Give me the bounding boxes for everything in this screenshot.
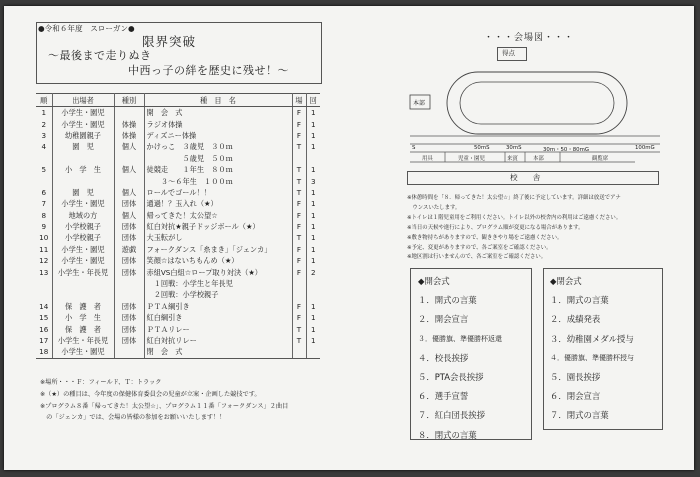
tent-label: 児童・園児 xyxy=(458,156,485,162)
col-place: 場 xyxy=(292,94,306,107)
cell-participants: 小学生・園児 xyxy=(52,346,114,358)
table-row xyxy=(36,232,320,243)
cell-participants: 小学生・園児 xyxy=(52,244,114,255)
cell-order xyxy=(36,278,52,289)
cell-place: T xyxy=(292,323,306,334)
cell-place: T xyxy=(292,187,306,198)
opening-ceremony xyxy=(418,272,502,445)
cell-type: 団体 xyxy=(114,198,144,209)
table-row xyxy=(36,175,320,186)
cell-participants xyxy=(52,153,114,164)
cell-participants: 小 学 生 xyxy=(52,312,114,323)
cell-rounds: 1 xyxy=(310,222,316,232)
cell-place xyxy=(292,346,306,358)
cell-rounds: 1 xyxy=(310,233,316,243)
map-note: ※予定、変更がありますので、各ご案室をご確認ください。 xyxy=(407,245,552,251)
cell-event: ロールでゴール！！ xyxy=(144,187,292,198)
opening-item: ６．選手宣誓 xyxy=(418,391,469,402)
cell-order: 4 xyxy=(36,141,52,152)
tent-label: 来賓 xyxy=(507,156,518,162)
cell-participants xyxy=(52,278,114,289)
distance-label: S xyxy=(412,145,416,151)
opening-item: ４．校長挨拶 xyxy=(418,352,469,363)
slogan-line1: ～最後まで走りぬき xyxy=(48,49,152,62)
cell-order xyxy=(36,175,52,186)
cell-order: 18 xyxy=(36,346,52,358)
cell-event: ディズニー体操 xyxy=(144,130,292,141)
slogan-line2: 中西っ子の絆を歴史に残せ！～ xyxy=(128,64,289,77)
distance-label: 100mG xyxy=(635,145,655,151)
cell-rounds: 1 xyxy=(310,119,316,129)
table-row xyxy=(36,107,320,119)
cell-event: 赤組VS白組☆ロープ取り対決（★） xyxy=(144,266,292,277)
opening-item: ８．閉式の言葉 xyxy=(418,429,477,440)
cell-participants: 小学校親子 xyxy=(52,232,114,243)
closing-title: ◆閉会式 xyxy=(550,276,582,286)
table-row xyxy=(36,335,320,346)
cell-rounds: 3 xyxy=(310,176,316,186)
cell-order: 16 xyxy=(36,323,52,334)
cell-type: 遊戯 xyxy=(114,244,144,255)
cell-order: 11 xyxy=(36,244,52,255)
cell-participants: 小学生・園児 xyxy=(52,118,114,129)
table-row xyxy=(36,289,320,300)
distance-label: 30m・50・80mG xyxy=(543,147,590,153)
cell-rounds: 1 xyxy=(310,256,316,266)
cell-order: 12 xyxy=(36,255,52,266)
cell-order: 13 xyxy=(36,266,52,277)
cell-event: 通過！？玉入れ（★） xyxy=(144,198,292,209)
opening-item: ５．PTA会長挨拶 xyxy=(418,371,484,382)
cell-place: F xyxy=(292,244,306,255)
table-row xyxy=(36,141,320,152)
col-rounds: 回 xyxy=(306,94,320,107)
cell-event: かけっこ ３歳児 ３０ｍ xyxy=(144,141,292,152)
cell-participants: 保 護 者 xyxy=(52,323,114,334)
tent-label: 用具 xyxy=(422,156,433,162)
cell-place: T xyxy=(292,232,306,243)
opening-item: １．開式の言葉 xyxy=(418,295,477,306)
cell-order: 3 xyxy=(36,130,52,141)
map-note: ※当日の天候や進行により、プログラム順が変更になる場合があります。 xyxy=(407,225,584,231)
cell-event: 笑顔☆はないちもんめ（★） xyxy=(144,255,292,266)
slogan-title: 限界突破 xyxy=(142,34,197,49)
cell-type xyxy=(114,289,144,300)
slogan-label: ●令和６年度 スローガン● xyxy=(38,24,135,33)
cell-type: 個人 xyxy=(114,187,144,198)
cell-event: １回戦：小学生と年長児 xyxy=(144,278,292,289)
table-row xyxy=(36,346,320,358)
cell-event: 徒競走 １年生 ８０ｍ xyxy=(144,164,292,175)
cell-type: 団体 xyxy=(114,312,144,323)
cell-participants: 小学生・年長児 xyxy=(52,266,114,277)
table-row xyxy=(36,164,320,175)
note-line: ※（★）の種目は、今年度の保健体育委員会の児童が立案・企画した競技です。 xyxy=(40,391,261,398)
cell-event: ラジオ体操 xyxy=(144,118,292,129)
distance-label: 50mS xyxy=(474,145,490,151)
table-row xyxy=(36,198,320,209)
cell-type: 団体 xyxy=(114,232,144,243)
cell-place: F xyxy=(292,301,306,312)
cell-order: 17 xyxy=(36,335,52,346)
map-note: ※休憩時間を「８．帰ってきた！太公望☆」終了後に予定しています。詳細は放送でアナ xyxy=(407,195,621,201)
cell-type: 団体 xyxy=(114,335,144,346)
cell-place: F xyxy=(292,210,306,221)
opening-item: ２．開会宣言 xyxy=(418,314,469,325)
cell-rounds xyxy=(306,289,320,300)
table-row xyxy=(36,301,320,312)
cell-order: 8 xyxy=(36,210,52,221)
cell-order: 6 xyxy=(36,187,52,198)
cell-place: F xyxy=(292,266,306,277)
cell-participants: 園 児 xyxy=(52,187,114,198)
col-participants: 出場者 xyxy=(52,94,114,107)
closing-item: １．開式の言葉 xyxy=(550,295,609,306)
cell-rounds: 1 xyxy=(310,301,316,311)
cell-place: T xyxy=(292,141,306,152)
score-board-label: 得点 xyxy=(502,49,515,57)
cell-place: T xyxy=(292,175,306,186)
school-building: 校 舎 xyxy=(510,173,541,182)
cell-participants: 地域の方 xyxy=(52,210,114,221)
cell-type xyxy=(114,107,144,119)
cell-rounds: 1 xyxy=(310,313,316,323)
cell-participants: 小学生・園児 xyxy=(52,255,114,266)
cell-rounds: 2 xyxy=(310,267,316,277)
cell-type: 団体 xyxy=(114,323,144,334)
opening-title: ◆開会式 xyxy=(418,276,450,286)
cell-event: ３～６年生 １００ｍ xyxy=(144,175,292,186)
cell-order: 2 xyxy=(36,118,52,129)
cell-rounds: 1 xyxy=(310,199,316,209)
table-row xyxy=(36,278,320,289)
cell-place xyxy=(292,153,306,164)
opening-item: ３．優勝旗、準優勝杯返還 xyxy=(418,334,502,343)
cell-place: F xyxy=(292,118,306,129)
cell-order: 10 xyxy=(36,232,52,243)
cell-type: 体操 xyxy=(114,130,144,141)
cell-rounds: 1 xyxy=(310,324,316,334)
cell-event: ２回戦：小学校親子 xyxy=(144,289,292,300)
note-line: ※場所・・・Ｆ：フィールド、Ｔ：トラック xyxy=(40,379,162,386)
cell-rounds: 1 xyxy=(310,187,316,197)
cell-rounds: 1 xyxy=(310,142,316,152)
map-note: ※敷き物持ちがありますので、観ききやり場をご遠慮ください。 xyxy=(407,235,563,241)
opening-item: ７．紅白団長挨拶 xyxy=(418,410,485,421)
table-row xyxy=(36,130,320,141)
cell-event: 帰ってきた！太公望☆ xyxy=(144,210,292,221)
map-note: ※地区割は行いませんので、各ご案室をご確認ください。 xyxy=(407,254,547,260)
cell-type xyxy=(114,153,144,164)
map-note: ウンスいたします。 xyxy=(407,205,461,211)
cell-event: 紅白対抗★親子ドッジボール（★） xyxy=(144,221,292,232)
closing-item: ５．園長挨拶 xyxy=(550,371,601,382)
cell-event: 紅白対抗リレー xyxy=(144,335,292,346)
table-row xyxy=(36,255,320,266)
cell-place xyxy=(292,289,306,300)
cell-rounds: 1 xyxy=(310,244,316,254)
cell-rounds: 1 xyxy=(310,210,316,220)
closing-item: ７．閉式の言葉 xyxy=(550,410,609,421)
cell-rounds: 1 xyxy=(310,130,316,140)
cell-type: 体操 xyxy=(114,118,144,129)
table-row xyxy=(36,210,320,221)
cell-rounds: 1 xyxy=(310,108,316,118)
col-type: 種別 xyxy=(114,94,144,107)
cell-order xyxy=(36,289,52,300)
cell-participants: 幼稚園親子 xyxy=(52,130,114,141)
map-title: ・・・会場図・・・ xyxy=(484,33,575,43)
cell-type: 個人 xyxy=(114,210,144,221)
cell-type xyxy=(114,278,144,289)
cell-rounds: 1 xyxy=(310,165,316,175)
table-row xyxy=(36,266,320,277)
cell-type: 団体 xyxy=(114,301,144,312)
table-row xyxy=(36,221,320,232)
cell-rounds: 1 xyxy=(310,336,316,345)
cell-place: F xyxy=(292,221,306,232)
cell-participants: 小 学 生 xyxy=(52,164,114,175)
cell-event: ５歳児 ５０ｍ xyxy=(144,153,292,164)
closing-item: ４．優勝旗、準優勝杯授与 xyxy=(550,353,634,362)
cell-order: 14 xyxy=(36,301,52,312)
cell-place xyxy=(292,278,306,289)
note-line: ※プログラム８番「帰ってきた！太公望☆」、プログラム１１番「フォークダンス」２曲目 xyxy=(40,403,289,410)
cell-order: 9 xyxy=(36,221,52,232)
cell-rounds xyxy=(306,153,320,164)
cell-event: ＰＴＡ綱引き xyxy=(144,301,292,312)
cell-event: 開 会 式 xyxy=(144,107,292,119)
table-row xyxy=(36,118,320,129)
cell-event: フォークダンス「糸まき」「ジェンカ」 xyxy=(144,244,292,255)
cell-place: T xyxy=(292,164,306,175)
cell-type: 団体 xyxy=(114,221,144,232)
cell-order: 7 xyxy=(36,198,52,209)
cell-rounds xyxy=(306,346,320,358)
cell-place: F xyxy=(292,130,306,141)
cell-place: F xyxy=(292,107,306,119)
tent-label: 本部 xyxy=(533,156,544,162)
cell-rounds xyxy=(306,278,320,289)
cell-participants: 園 児 xyxy=(52,141,114,152)
table-row xyxy=(36,323,320,334)
cell-participants xyxy=(52,175,114,186)
cell-type: 個人 xyxy=(114,141,144,152)
cell-type: 団体 xyxy=(114,255,144,266)
cell-place: F xyxy=(292,198,306,209)
closing-item: ３．幼稚園メダル授与 xyxy=(550,333,634,344)
cell-type: 個人 xyxy=(114,164,144,175)
cell-participants: 小学校親子 xyxy=(52,221,114,232)
cell-order xyxy=(36,153,52,164)
cell-place: T xyxy=(292,335,306,346)
closing-ceremony xyxy=(550,272,634,426)
table-row xyxy=(36,244,320,255)
cell-order: 5 xyxy=(36,164,52,175)
cell-event: ＰＴＡリレー xyxy=(144,323,292,334)
closing-item: ２．成績発表 xyxy=(550,314,601,325)
cell-order: 15 xyxy=(36,312,52,323)
closing-item: ６．閉会宣言 xyxy=(550,391,601,402)
cell-event: 閉 会 式 xyxy=(144,346,292,358)
cell-participants: 保 護 者 xyxy=(52,301,114,312)
cell-place: F xyxy=(292,255,306,266)
table-row xyxy=(36,153,320,164)
cell-participants: 小学生・園児 xyxy=(52,198,114,209)
venue-map xyxy=(405,60,667,180)
cell-participants: 小学生・園児 xyxy=(52,107,114,119)
cell-type xyxy=(114,346,144,358)
distance-label: 30mS xyxy=(506,145,522,151)
cell-type: 団体 xyxy=(114,266,144,277)
col-event: 種 目 名 xyxy=(144,94,292,107)
cell-event: 大玉転がし xyxy=(144,232,292,243)
map-note: ※トイレは１階児童用をご利用ください。トイレ以外の校舎内の利用はご遠慮ください。 xyxy=(407,215,622,221)
note-line: の「ジェンカ」では、会場の皆様の参加をお願いいたします！！ xyxy=(40,414,226,421)
schedule-table xyxy=(36,93,320,359)
cell-order: 1 xyxy=(36,107,52,119)
tent-label: 観覧席 xyxy=(592,156,609,162)
cell-participants xyxy=(52,289,114,300)
cell-type xyxy=(114,175,144,186)
cell-participants: 小学生・年長児 xyxy=(52,335,114,346)
cell-event: 紅白綱引き xyxy=(144,312,292,323)
cell-place: F xyxy=(292,312,306,323)
table-row xyxy=(36,187,320,198)
headquarters-label: 本部 xyxy=(413,100,426,107)
col-order: 順 xyxy=(36,94,52,107)
table-row xyxy=(36,312,320,323)
